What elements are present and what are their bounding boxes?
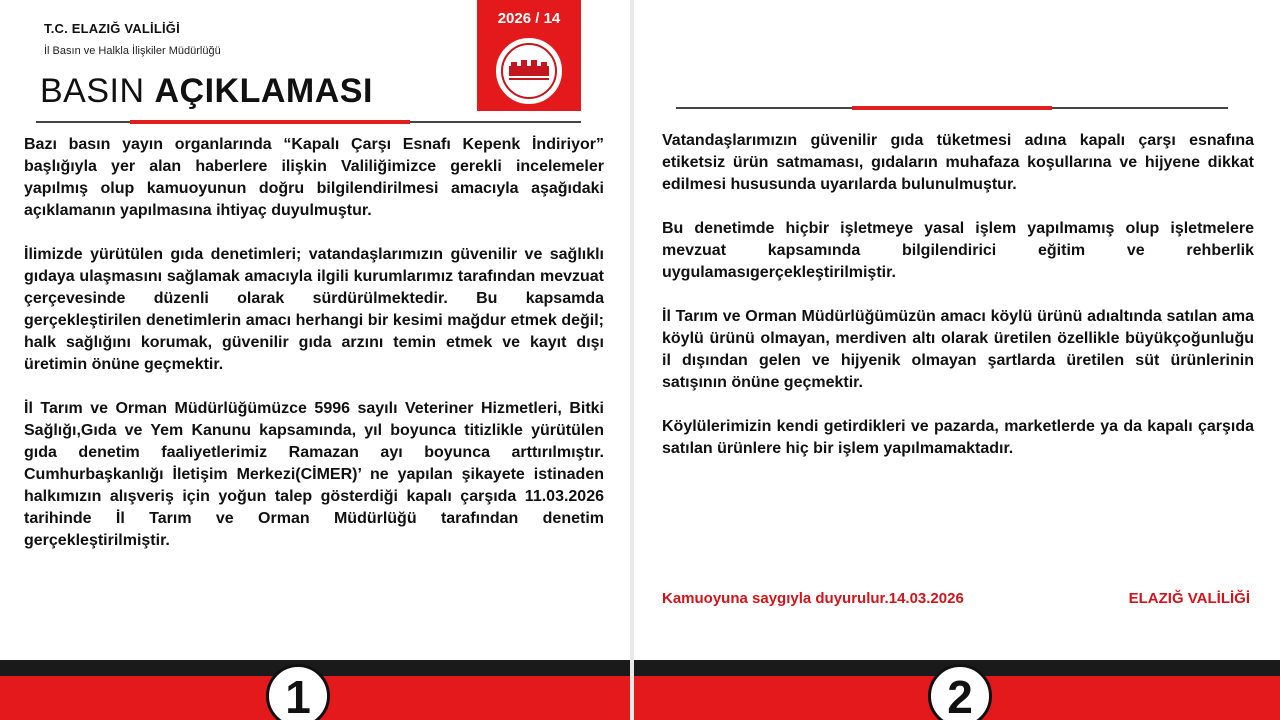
- paragraph: Köylülerimizin kendi getirdikleri ve pazarda, marketlerde ya da kapalı çarşıda satılan ürünlere hiç bir işlem yapılmamaktadır.: [662, 418, 1254, 457]
- paragraph: Bazı basın yayın organlarında “Kapalı Çarşı Esnafı Kepenk İndiriyor” başlığıyla yer alan haberlere ilişkin Valiliğimizce gerekli incelemeler yapılmış olup kamuoyunun doğru bilgilendirilmesi amacıyla aşağıdaki açıklamanın yapılmasına ihtiyaç duyulmuştur.: [24, 136, 604, 219]
- paragraph: İl Tarım ve Orman Müdürlüğümüzün amacı köylü ürünü adıaltında satılan ama köylü ürünü olmayan, merdiven altı olarak üretilen özellikle büyükçoğunluğu il dışından gelen ve hijyenik olmayan şartlarda üretilen süt ürünlerinin satışının önüne geçmektir.: [662, 308, 1254, 391]
- title-light: BASIN: [40, 72, 145, 110]
- paragraph: Vatandaşlarımızın güvenilir gıda tüketmesi adına kapalı çarşı esnafına etiketsiz ürün satmaması, gıdaların muhafaza koşullarına ve hijyene dikkat edilmesi hususunda uyarılarda bulunulmuştur.: [662, 132, 1254, 193]
- issuer-name: T.C. ELAZIĞ VALİLİĞİ: [44, 21, 180, 36]
- document-title: [40, 72, 373, 111]
- page-number-badge: 2: [928, 664, 992, 720]
- press-release-page-2: [634, 0, 1280, 720]
- page-1-body: [24, 134, 604, 574]
- paragraph: Bu denetimde hiçbir işletmeye yasal işlem yapılmamış olup işletmelere mevzuat kapsamında bilgilendirici eğitim ve rehberlik uygulamasıgerçekleştirilmiştir.: [662, 220, 1254, 281]
- release-number: 2026 / 14: [497, 10, 561, 27]
- press-release-page-1: [0, 0, 630, 720]
- header-divider-accent: [852, 106, 1052, 110]
- closing-statement: Kamuoyuna saygıyla duyurulur.14.03.2026: [662, 590, 964, 607]
- release-number-badge: [477, 0, 581, 111]
- title-bold: AÇIKLAMASI: [154, 72, 373, 110]
- governorship-logo-icon: [496, 38, 562, 104]
- signature: ELAZIĞ VALİLİĞİ: [1128, 590, 1250, 607]
- header-divider-accent: [130, 120, 410, 124]
- department-name: İl Basın ve Halkla İlişkiler Müdürlüğü: [44, 45, 221, 57]
- page-2-body: [662, 130, 1254, 482]
- paragraph: İlimizde yürütülen gıda denetimleri; vatandaşlarımızın güvenilir ve sağlıklı gıdaya ulaşmasını sağlamak amacıyla ilgili kurumlarımız tarafından mevzuat çerçevesinde düzenli olarak sürdürülmektedir. Bu kapsamda gerçekleştirilen denetimlerin amacı herhangi bir kesimi mağdur etmek değil; halk sağlığını korumak, güvenilir gıda arzını temin etmek ve kayıt dışı üretimin önüne geçmektir.: [24, 246, 604, 373]
- page-number-badge: 1: [266, 664, 330, 720]
- paragraph: İl Tarım ve Orman Müdürlüğümüzce 5996 sayılı Veteriner Hizmetleri, Bitki Sağlığı,Gıda ve Yem Kanunu kapsamında, yıl boyunca titizlikle yürütülen gıda denetim faaliyetlerimiz Ramazan ayı boyunca arttırılmıştır. Cumhurbaşkanlığı İletişim Merkezi(CİMER)’ ne yapılan şikayete istinaden halkımızın alışveriş için yoğun talep gösterdiği kapalı çarşıda 11.03.2026 tarihinde İl Tarım ve Orman Müdürlüğü tarafından denetim gerçekleştirilmiştir.: [24, 400, 604, 549]
